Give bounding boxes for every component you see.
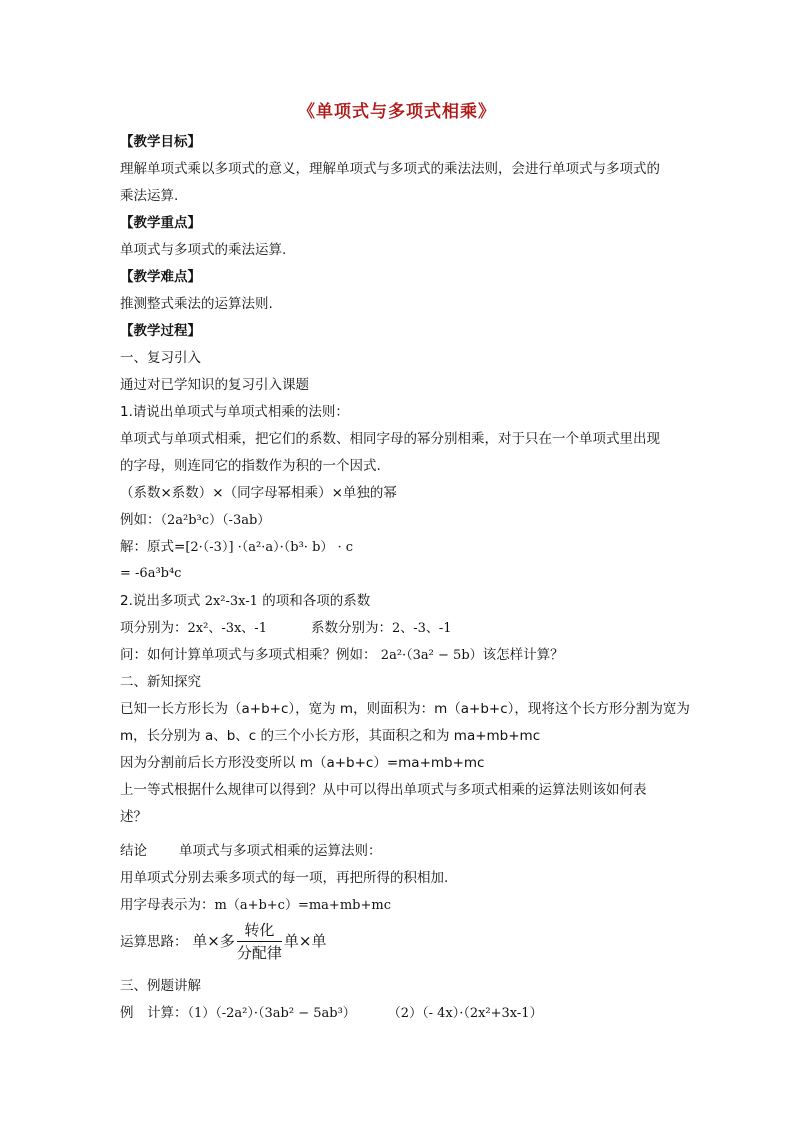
- question-2-label: 2.说出多项式: [120, 593, 201, 609]
- review-heading: 一、复习引入: [120, 350, 201, 366]
- teaching-goal-text-line-2: 乘法运算.: [120, 188, 179, 204]
- example-expression: （2a²b³c）（-3ab）: [160, 513, 271, 528]
- rule-question-line-2: 述？: [120, 809, 147, 825]
- rectangle-paragraph-line-1: 已知一长方形长为（a+b+c），宽为 m，则面积为：m（a+b+c），现将这个长方形分割为宽为: [120, 701, 690, 717]
- idea-left: 单×多: [192, 932, 235, 950]
- solution-result: = -6a³b⁴c: [120, 566, 182, 581]
- coefficients-values: 2、-3、-1: [391, 621, 452, 636]
- letter-expression-line: [120, 895, 391, 916]
- explore-heading: 二、新知探究: [120, 674, 201, 690]
- page-title: 《单项式与多项式相乘》: [298, 102, 496, 122]
- review-intro: 通过对已学知识的复习引入课题: [120, 377, 309, 393]
- review-question-1: 1.请说出单项式与单项式相乘的法则：: [120, 404, 349, 420]
- ask-tail: 该怎样计算？: [482, 647, 564, 663]
- example-1: （1）（-2a²）·（3ab² − 5ab³）: [187, 1006, 356, 1021]
- letter-label: 用字母表示为：: [120, 897, 215, 913]
- terms-and-coefficients: [120, 618, 452, 639]
- transform-fraction: [237, 920, 282, 963]
- conclusion-text: 单项式与多项式相乘的运算法则：: [179, 843, 382, 859]
- fraction-top: 转化: [237, 920, 282, 942]
- question-how-to-compute: [120, 645, 564, 666]
- coefficients-label: 系数分别为：: [310, 620, 392, 636]
- idea-label: 运算思路：: [120, 934, 188, 950]
- examples-label: 例 计算：: [120, 1005, 188, 1021]
- ask-label: 问：如何计算单项式与多项式相乘？例如：: [120, 647, 377, 663]
- difficulty-text: 推测整式乘法的运算法则.: [120, 296, 273, 312]
- process-heading: 【教学过程】: [120, 323, 201, 339]
- terms-values: 2x²、-3x、-1: [187, 621, 267, 636]
- key-point-text: 单项式与多项式的乘法运算.: [120, 242, 287, 258]
- examples-heading: 三、例题讲解: [120, 978, 201, 994]
- example-2: （2）（- 4x）·（2x²+3x-1）: [387, 1006, 543, 1021]
- mono-rule-line-1: 单项式与单项式相乘，把它们的系数、相同字母的幂分别相乘，对于只在一个单项式里出现: [120, 431, 660, 447]
- example-line: [120, 510, 270, 531]
- question-2-tail: 的项和各项的系数: [262, 593, 371, 609]
- ask-expression: 2a²·（3a² − 5b）: [380, 648, 483, 663]
- terms-label: 项分别为：: [120, 620, 188, 636]
- review-question-2: [120, 591, 370, 612]
- fraction-bottom: 分配律: [236, 944, 282, 962]
- solution-line: [120, 537, 353, 558]
- key-point-heading: 【教学重点】: [120, 215, 201, 231]
- conclusion-line: [120, 841, 382, 861]
- rectangle-conclusion: 因为分割前后长方形没变所以 m（a+b+c）=ma+mb+mc: [120, 755, 485, 771]
- idea-right: 单×单: [283, 932, 327, 950]
- conclusion-label: 结论: [120, 843, 147, 859]
- rule-question-line-1: 上一等式根据什么规律可以得到？从中可以得出单项式与多项式相乘的运算法则该如何表: [120, 782, 647, 798]
- teaching-goal-text-line-1: 理解单项式乘以多项式的意义，理解单项式与多项式的乘法法则，会进行单项式与多项式的: [120, 161, 660, 177]
- solution-label: 解：原式=: [120, 539, 186, 555]
- letter-expression: m（a+b+c）=ma+mb+mc: [214, 898, 391, 913]
- operation-idea-line: [120, 920, 326, 963]
- mono-rule-line-2: 的字母，则连同它的指数作为积的一个因式.: [120, 458, 381, 474]
- question-2-polynomial: 2x²-3x-1: [204, 594, 258, 609]
- teaching-goal-heading: 【教学目标】: [120, 134, 201, 150]
- difficulty-heading: 【教学难点】: [120, 269, 201, 285]
- examples-line: [120, 1003, 543, 1024]
- solution-expression: [2·（-3）] ·（a²·a）·（b³· b） · c: [185, 540, 354, 555]
- multiplication-rule: 用单项式分别去乘多项式的每一项，再把所得的积相加.: [120, 870, 449, 886]
- rectangle-paragraph-line-2: m，长分别为 a、b、c 的三个小长方形，其面积之和为 ma+mb+mc: [120, 728, 541, 744]
- example-label: 例如：: [120, 512, 161, 528]
- mono-rule-formula: （系数×系数）×（同字母幂相乘）×单独的幂: [120, 485, 397, 501]
